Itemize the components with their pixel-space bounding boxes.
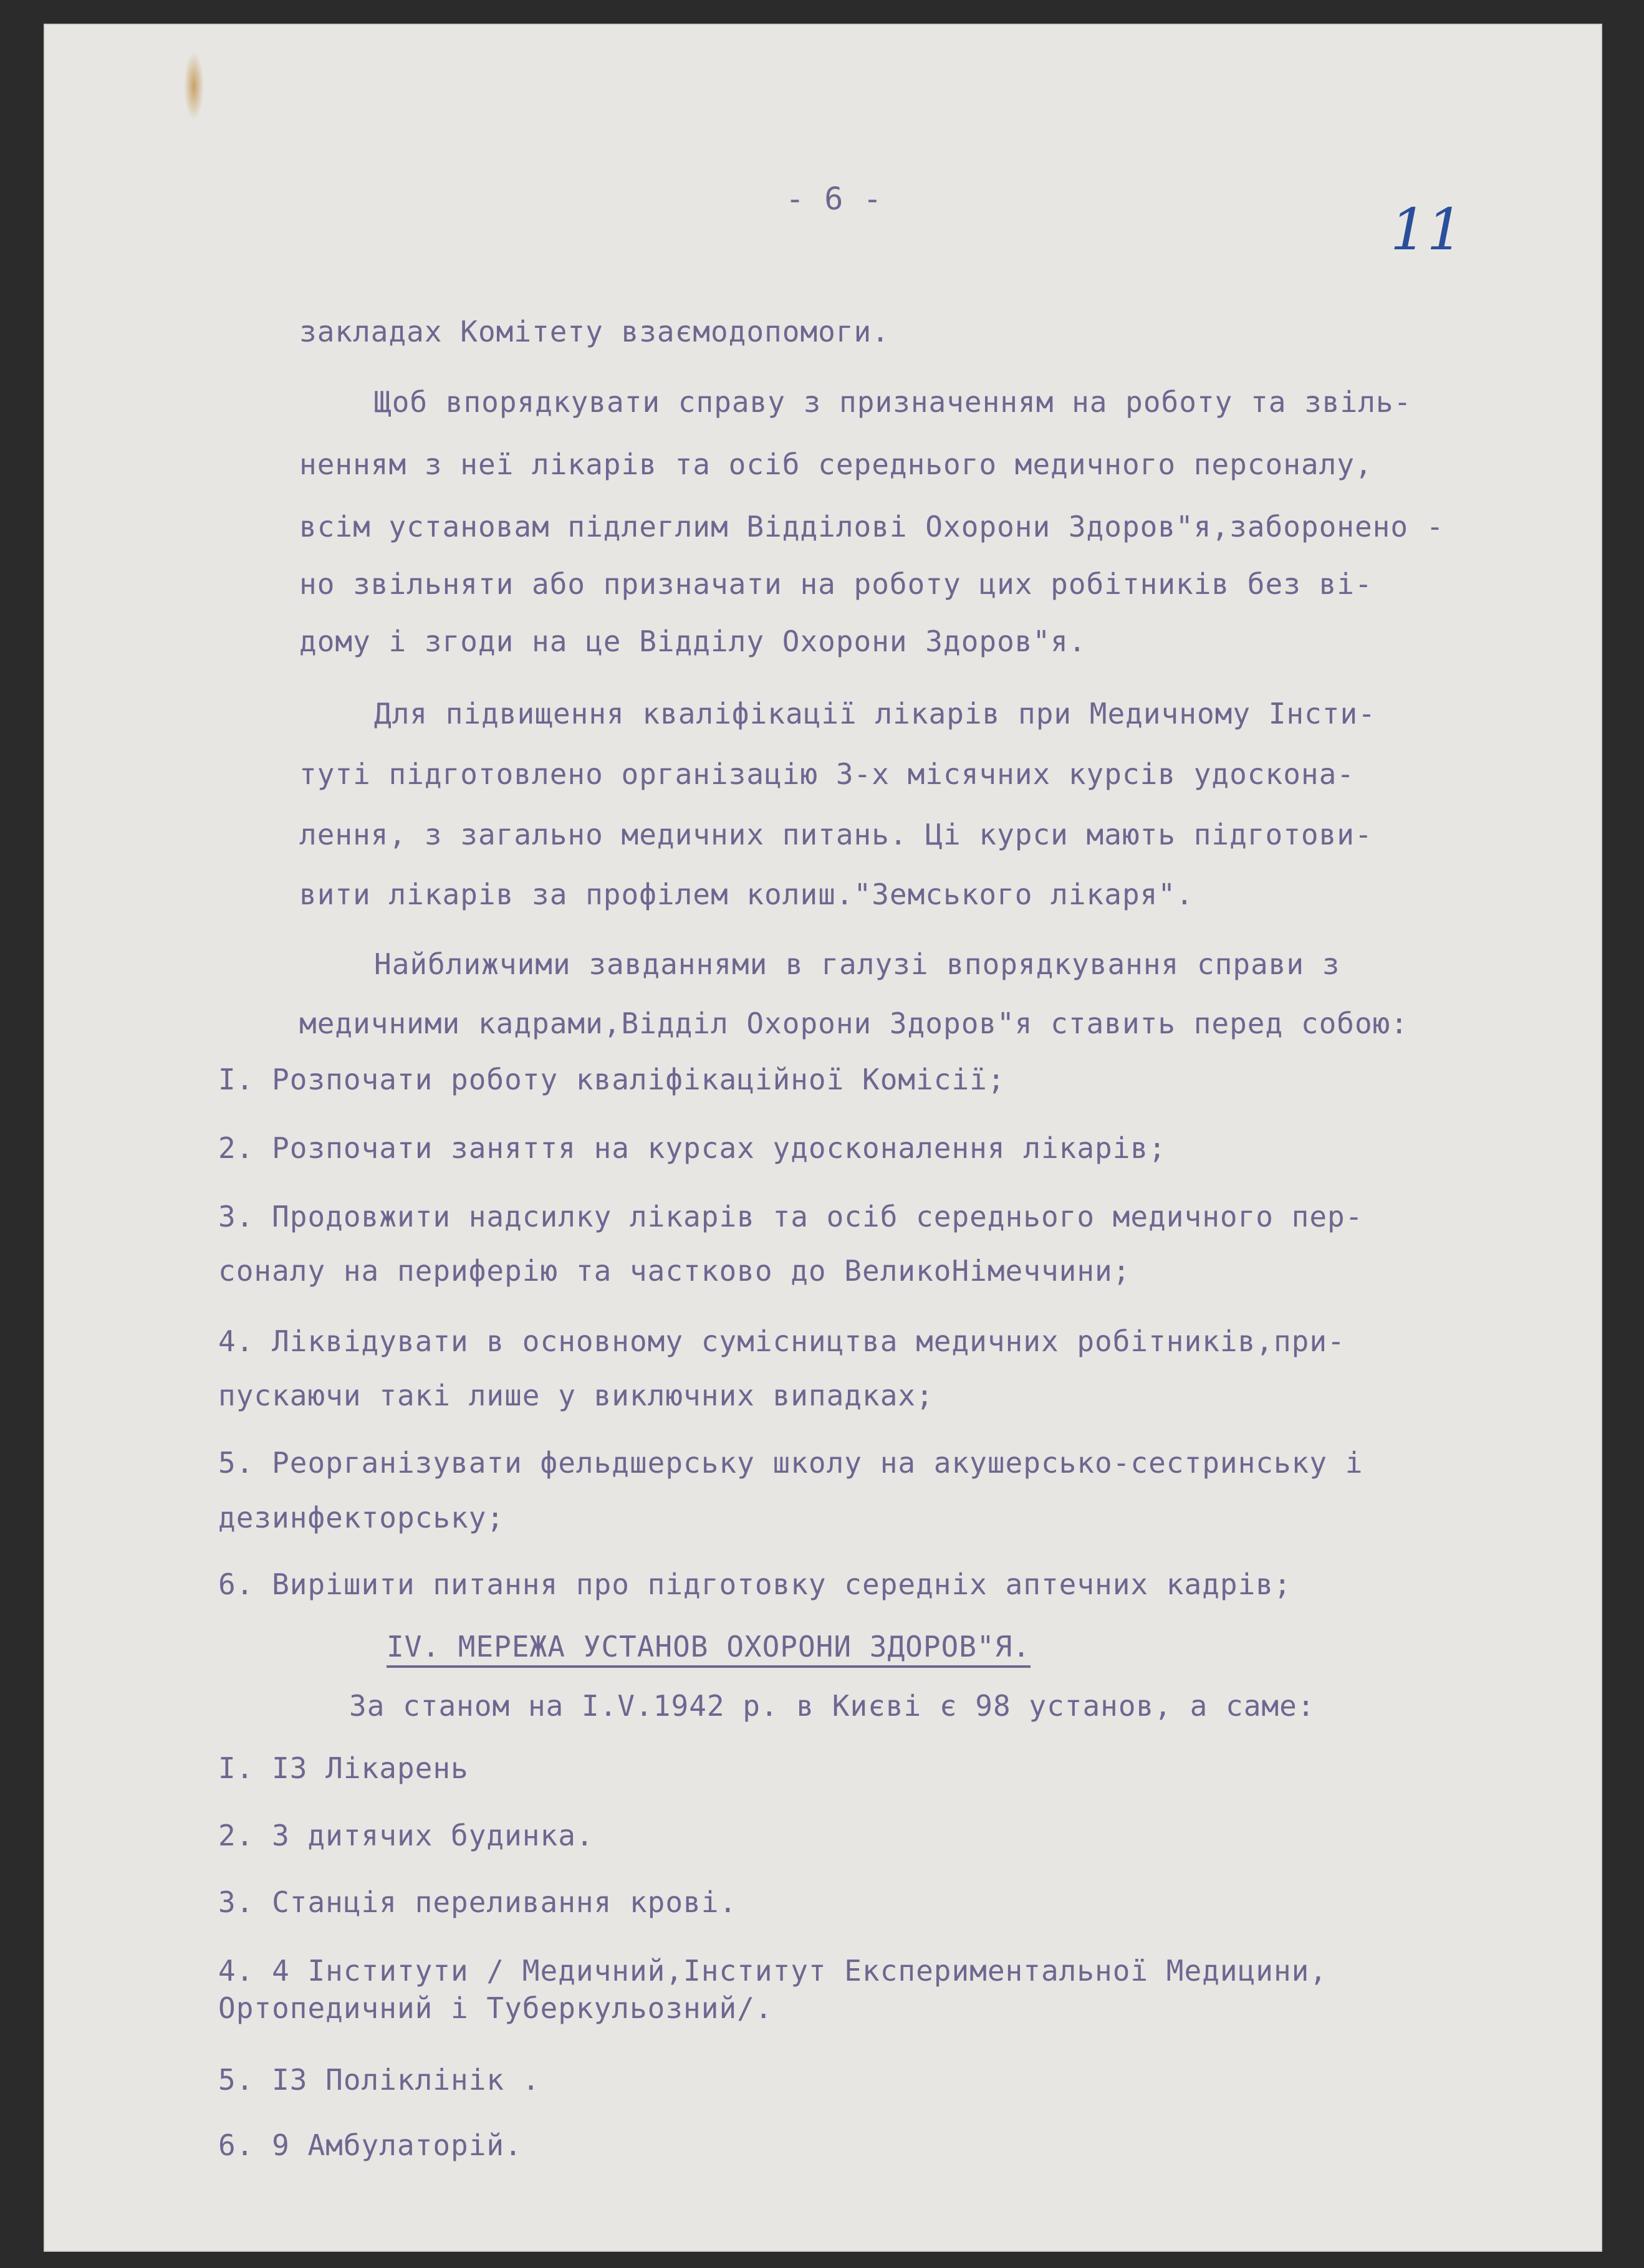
text-line: туті підготовлено організацію 3-х місячних курсів удоскона- xyxy=(299,757,1355,791)
text-line: медичними кадрами,Відділ Охорони Здоров"я ставить перед собою: xyxy=(299,1007,1409,1040)
text-line: ненням з неї лікарів та осіб середнього медичного персоналу, xyxy=(299,447,1373,481)
text-line: 4. Ліквідувати в основному сумісництва медичних робітників,при- xyxy=(218,1324,1345,1358)
text-line: 6. Вирішити питання про підготовку середніх аптечних кадрів; xyxy=(218,1567,1292,1601)
text-line: 4. 4 Інститути / Медичний,Інститут Експериментальної Медицини, xyxy=(218,1954,1328,1988)
text-line: Найближчими завданнями в галузі впорядкування справи з xyxy=(374,947,1340,981)
text-line: 2. Розпочати заняття на курсах удосконалення лікарів; xyxy=(218,1131,1166,1165)
text-line: 3. Продовжити надсилку лікарів та осіб середнього медичного пер- xyxy=(218,1200,1363,1233)
archive-folio-number: 11 xyxy=(1390,196,1464,263)
text-line: За станом на I.V.1942 р. в Києві є 98 установ, а саме: xyxy=(349,1689,1315,1723)
text-line: 3. Станція переливання крові. xyxy=(218,1885,738,1919)
text-line: закладах Комітету взаємодопомоги. xyxy=(299,315,890,348)
text-line: дому і згоди на це Відділу Охорони Здоров"я. xyxy=(299,624,1087,658)
text-line: 5. I3 Поліклінік . xyxy=(218,2063,541,2097)
text-line: I. Розпочати роботу кваліфікаційної Комісії; xyxy=(218,1063,1006,1096)
text-line: пускаючи такі лише у виключних випадках; xyxy=(218,1379,934,1412)
page-number: - 6 - xyxy=(786,181,883,217)
text-line: дезинфекторську; xyxy=(218,1501,505,1534)
text-line: соналу на периферію та частково до ВеликоНімеччини; xyxy=(218,1254,1131,1288)
text-line: 6. 9 Амбулаторій. xyxy=(218,2128,522,2162)
text-line: 5. Реорганізувати фельдшерську школу на акушерсько-сестринську і xyxy=(218,1446,1363,1480)
text-line: всім установам підлеглим Відділові Охорони Здоров"я,заборонено - xyxy=(299,510,1445,543)
text-line: но звільняти або призначати на роботу цих робітників без ві- xyxy=(299,567,1373,601)
text-line: Ортопедичний і Туберкульозний/. xyxy=(218,1991,773,2025)
section-heading: IV. МЕРЕЖА УСТАНОВ ОХОРОНИ ЗДОРОВ"Я. xyxy=(387,1630,1031,1663)
text-line: лення, з загально медичних питань. Ці курси мають підготови- xyxy=(299,818,1373,851)
text-line: вити лікарів за профілем колиш."Земського лікаря". xyxy=(299,878,1194,911)
text-line: Щоб впорядкувати справу з призначенням на роботу та звіль- xyxy=(374,385,1412,419)
rust-stain-mark xyxy=(184,52,204,120)
text-line: I. I3 Лікарень xyxy=(218,1751,469,1785)
text-line: 2. 3 дитячих будинка. xyxy=(218,1819,594,1852)
text-line: Для підвищення кваліфікації лікарів при Медичному Інсти- xyxy=(374,697,1376,730)
